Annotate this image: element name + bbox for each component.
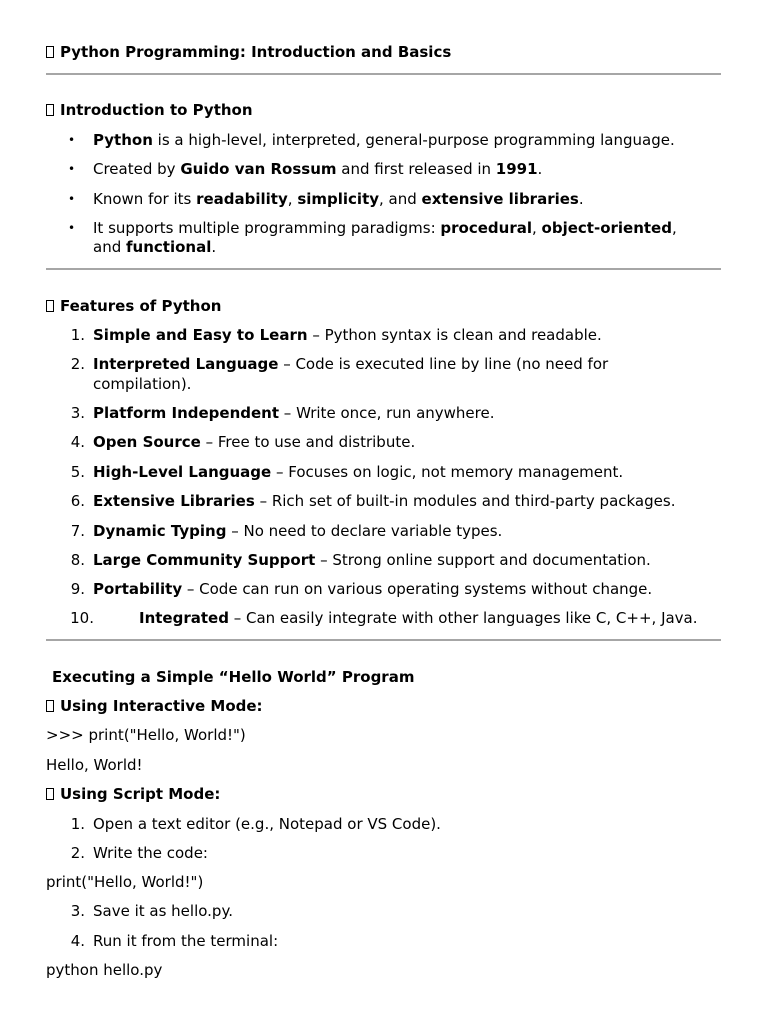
bold-text: Portability bbox=[93, 580, 183, 598]
list-number: 3. bbox=[70, 902, 85, 920]
list-number: 10. bbox=[70, 609, 94, 627]
feature-item-text bbox=[139, 608, 698, 628]
text-run: – Free to use and distribute. bbox=[200, 433, 416, 451]
bullet-icon: • bbox=[68, 192, 76, 206]
bold-text: Extensive Libraries bbox=[93, 492, 255, 510]
text-run: . bbox=[211, 238, 217, 256]
feature-item-text bbox=[93, 403, 495, 423]
text-run: , bbox=[532, 219, 542, 237]
bullet-icon: • bbox=[68, 162, 76, 176]
text-run: – Write once, run anywhere. bbox=[279, 404, 495, 422]
bold-text: Dynamic Typing bbox=[93, 522, 227, 540]
bold-text: procedural bbox=[440, 219, 532, 237]
bullet-item-text bbox=[93, 159, 542, 179]
bold-text: Simple and Easy to Learn bbox=[93, 326, 308, 344]
text-run: Created by bbox=[93, 160, 181, 178]
feature-item-text-continued: compilation). bbox=[93, 375, 192, 393]
text-run: – Focuses on logic, not memory management. bbox=[271, 463, 624, 481]
subheading-interactive-mode: Using Interactive Mode: bbox=[46, 696, 263, 716]
list-number: 1. bbox=[70, 326, 85, 344]
divider bbox=[46, 268, 721, 270]
missing-glyph-icon bbox=[46, 300, 54, 312]
text-run: – Python syntax is clean and readable. bbox=[307, 326, 602, 344]
feature-item-text bbox=[93, 579, 652, 599]
missing-glyph-icon bbox=[46, 700, 54, 712]
text-run: , bbox=[671, 219, 677, 237]
list-number: 7. bbox=[70, 522, 85, 540]
feature-item-text bbox=[93, 354, 608, 374]
feature-item-text bbox=[93, 491, 675, 511]
text-run: – Code is executed line by line (no need for bbox=[278, 355, 609, 373]
list-number: 2. bbox=[70, 355, 85, 373]
bullet-item-text bbox=[93, 130, 675, 150]
list-number: 2. bbox=[70, 844, 85, 862]
bullet-item-text-continued bbox=[93, 237, 216, 257]
bold-text: Platform Independent bbox=[93, 404, 280, 422]
feature-item-text bbox=[93, 462, 623, 482]
text-run: . bbox=[578, 190, 584, 208]
bold-text: Interpreted Language bbox=[93, 355, 279, 373]
text-run: and bbox=[93, 238, 126, 256]
bold-text: Large Community Support bbox=[93, 551, 316, 569]
step-text: Write the code: bbox=[93, 844, 208, 862]
text-run: , and bbox=[379, 190, 422, 208]
bold-text: functional bbox=[126, 238, 212, 256]
step-text: Run it from the terminal: bbox=[93, 932, 279, 950]
text-run: – Code can run on various operating systems without change. bbox=[182, 580, 653, 598]
interactive-code-line: >>> print("Hello, World!") bbox=[46, 726, 246, 744]
list-number: 9. bbox=[70, 580, 85, 598]
step-text: Open a text editor (e.g., Notepad or VS Code). bbox=[93, 815, 441, 833]
feature-item-text bbox=[93, 432, 415, 452]
bold-text: simplicity bbox=[297, 190, 380, 208]
step-text: Save it as hello.py. bbox=[93, 902, 233, 920]
divider bbox=[46, 639, 721, 641]
script-code-line: print("Hello, World!") bbox=[46, 873, 204, 891]
bold-text: object-oriented bbox=[541, 219, 672, 237]
text-run: – No need to declare variable types. bbox=[226, 522, 503, 540]
text-run: Known for its bbox=[93, 190, 197, 208]
list-number: 8. bbox=[70, 551, 85, 569]
feature-item-text bbox=[93, 521, 502, 541]
section-heading-intro: Introduction to Python bbox=[46, 100, 253, 120]
list-number: 4. bbox=[70, 433, 85, 451]
bold-text: High-Level Language bbox=[93, 463, 272, 481]
section-heading-hello-world: Executing a Simple “Hello World” Program bbox=[52, 668, 415, 686]
interactive-output-line: Hello, World! bbox=[46, 756, 143, 774]
text-run: – Can easily integrate with other languages like C, C++, Java. bbox=[228, 609, 698, 627]
bullet-icon: • bbox=[68, 221, 76, 235]
missing-glyph-icon bbox=[46, 788, 54, 800]
bullet-item-text bbox=[93, 218, 677, 238]
run-command-line: python hello.py bbox=[46, 961, 163, 979]
document-title: Python Programming: Introduction and Basics bbox=[46, 42, 451, 62]
list-number: 3. bbox=[70, 404, 85, 422]
bullet-item-text bbox=[93, 189, 584, 209]
list-number: 5. bbox=[70, 463, 85, 481]
feature-item-text bbox=[93, 325, 602, 345]
divider bbox=[46, 73, 721, 75]
text-run: , bbox=[287, 190, 298, 208]
missing-glyph-icon bbox=[46, 104, 54, 116]
missing-glyph-icon bbox=[46, 46, 54, 58]
list-number: 6. bbox=[70, 492, 85, 510]
list-number: 4. bbox=[70, 932, 85, 950]
text-run: It supports multiple programming paradigms: bbox=[93, 219, 441, 237]
subheading-script-mode: Using Script Mode: bbox=[46, 784, 220, 804]
feature-item-text bbox=[93, 550, 651, 570]
section-heading-features: Features of Python bbox=[46, 296, 221, 316]
bold-text: extensive libraries bbox=[421, 190, 579, 208]
bold-text: Guido van Rossum bbox=[180, 160, 337, 178]
bullet-icon: • bbox=[68, 133, 76, 147]
text-run: and first released in bbox=[336, 160, 496, 178]
text-run: . bbox=[537, 160, 543, 178]
text-run: – Strong online support and documentation. bbox=[315, 551, 651, 569]
bold-text: Integrated bbox=[139, 609, 229, 627]
text-run: is a high-level, interpreted, general-purpose programming language. bbox=[152, 131, 675, 149]
text-run: – Rich set of built-in modules and third-party packages. bbox=[254, 492, 676, 510]
list-number: 1. bbox=[70, 815, 85, 833]
bold-text: 1991 bbox=[495, 160, 538, 178]
bold-text: Python bbox=[93, 131, 153, 149]
bold-text: Open Source bbox=[93, 433, 201, 451]
bold-text: readability bbox=[196, 190, 288, 208]
